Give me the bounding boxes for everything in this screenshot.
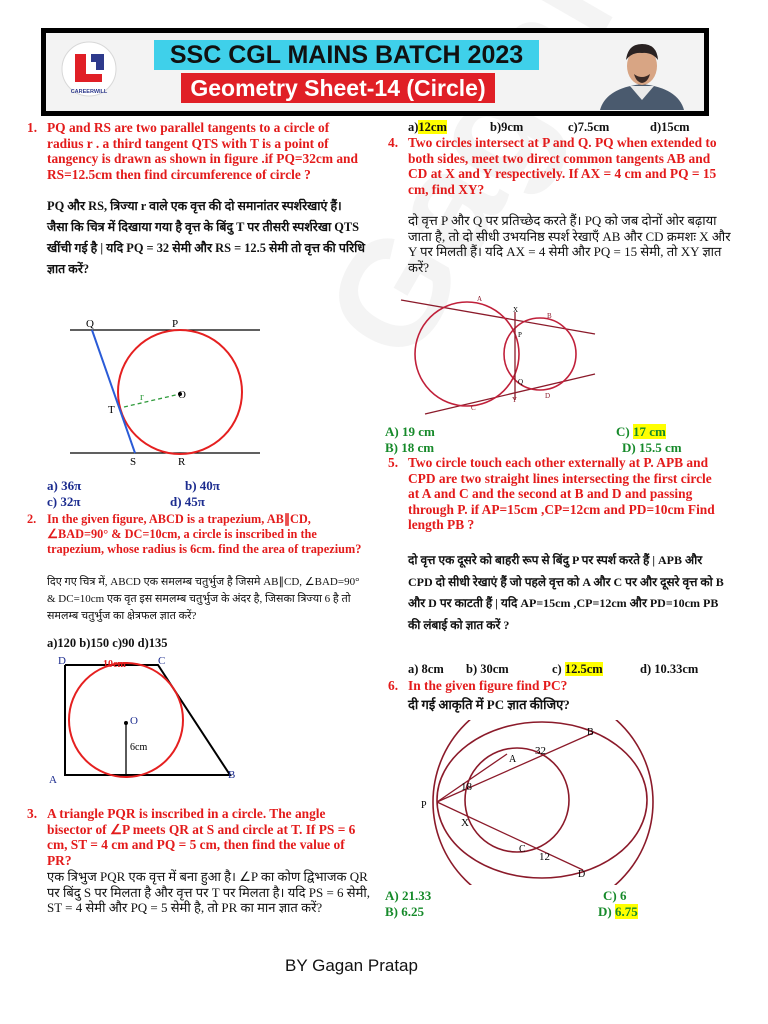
q4-option-d[interactable]: D) 15.5 cm (622, 440, 682, 455)
q6-label-18: 18 (461, 781, 472, 793)
q3-number: 3. (27, 806, 38, 821)
presenter-photo (586, 36, 698, 110)
q2-label-dc: 10cm (103, 659, 126, 670)
q4-answer-highlight: 17 cm (632, 424, 666, 439)
q5-text (388, 455, 724, 533)
q2-english: In the given figure, ABCD is a trapezium, AB∥CD, ∠BAD=90° & DC=10cm, a circle is inscribed in the trapezium, whose radius is 6cm. find the area of trapezium? (47, 512, 362, 556)
q6-option-c[interactable]: C) 6 (603, 888, 627, 903)
q5-hindi: दो वृत्त एक दूसरे को बाहरी रूप से बिंदु P पर स्पर्श करते हैं | APB और CPD दो सीधी रेखाएं हैं जो पहले वृत्त को A और C पर और दूसरे वृत्त को B और D पर काटती हैं | यदि AP=15cm ,CP=12cm और PD=10cm PB की लंबाई को ज्ञात करें ? (408, 553, 724, 632)
q1-label-s: S (130, 456, 137, 465)
q3-english: A triangle PQR is inscribed in a circle. The angle bisector of ∠P meets QR at S and circle at T. If PS = 6 cm, ST = 4 cm and PQ = 5 cm, then find the value of PR? (47, 806, 356, 868)
q3-answer-highlight: 12cm (418, 120, 447, 134)
q1-label-o: O (178, 389, 186, 401)
q1-label-p: P (172, 318, 179, 330)
q5-number: 5. (388, 455, 399, 470)
q3-option-b[interactable]: b)9cm (490, 120, 524, 134)
q5-option-a[interactable]: a) 8cm (408, 662, 444, 676)
q3-hindi: एक त्रिभुज PQR एक वृत्त में बना हुआ है। ∠P का कोण द्विभाजक QR पर बिंदु S पर मिलता है और वृत्त पर T पर मिलता है। यदि PS = 6 सेमी, ST = 4 सेमी और PQ = 5 सेमी है, तो PR का मान ज्ञात करें? (47, 869, 370, 915)
q6-label-x: X (461, 817, 469, 829)
q4-label-a: A (477, 295, 483, 303)
q6-label-p: P (421, 800, 427, 811)
q2-options[interactable]: a)120 b)150 c)90 d)135 (47, 636, 168, 650)
q3-option-d[interactable]: d)15cm (650, 120, 690, 134)
careerwill-logo (58, 40, 120, 102)
q4-figure (395, 292, 607, 420)
q6-label-32: 32 (535, 745, 546, 757)
q1-label-r: R (178, 456, 186, 465)
footer-author: BY Gagan Pratap (285, 956, 418, 975)
q5-option-d[interactable]: d) 10.33cm (640, 662, 699, 676)
q2-figure (45, 652, 245, 787)
q6-option-d[interactable]: D) 6.75 (598, 904, 638, 919)
q6-label-12: 12 (539, 851, 550, 863)
q6-label-a: A (509, 754, 517, 765)
logo-text: CAREERWILL (70, 89, 108, 95)
q2-hindi: दिए गए चित्र में, ABCD एक समलम्ब चतुर्भुज है जिसमे AB∥CD, ∠BAD=90° & DC=10cm एक वृत इस समलम्ब चतुर्भुज के अंदर है, जिसका त्रिज्या 6 है तो समलम्ब चतुर्भुज का क्षेत्रफल ज्ञात करें? (47, 576, 360, 622)
q1-label-q: Q (86, 318, 94, 330)
q6-option-b[interactable]: B) 6.25 (385, 904, 424, 919)
q2-label-c: C (158, 655, 166, 667)
q1-option-b[interactable]: b) 40π (185, 478, 220, 493)
q6-label-c: C (519, 844, 526, 855)
q5-option-c[interactable]: c) 12.5cm (552, 662, 603, 676)
q4-option-a[interactable]: A) 19 cm (385, 424, 435, 439)
q1-number: 1. (27, 120, 38, 135)
q2-text (27, 512, 365, 556)
q4-label-q: Q (518, 378, 524, 386)
q4-label-d: D (545, 392, 551, 400)
page-subtitle: Geometry Sheet-14 (Circle) (181, 73, 495, 103)
q3-text (27, 806, 365, 868)
q1-english: PQ and RS are two parallel tangents to a circle of radius r . a third tangent QTS with T is a point of tangency is drawn as shown in figure .if PQ=32cm and RS=12.5cm then find circumference of circle ? (47, 120, 358, 182)
q2-label-radius: 6cm (130, 742, 148, 753)
q1-option-c[interactable]: c) 32π (47, 494, 81, 509)
q6-option-a[interactable]: A) 21.33 (385, 888, 432, 903)
q5-answer-highlight: 12.5cm (564, 662, 603, 676)
q4-label-c: C (471, 404, 476, 412)
q4-label-b: B (547, 312, 552, 320)
q2-label-a: A (49, 774, 57, 786)
q1-label-t: T (108, 404, 115, 416)
q2-number: 2. (27, 512, 37, 526)
q6-number: 6. (388, 678, 399, 693)
q4-number: 4. (388, 135, 399, 150)
q6-label-b: B (587, 727, 594, 738)
q6-figure (415, 720, 655, 885)
q3-option-c[interactable]: c)7.5cm (568, 120, 610, 134)
q1-figure (60, 315, 270, 465)
q4-label-y: Y (512, 396, 518, 404)
q1-label-r-radius: r (140, 391, 144, 403)
q4-hindi: दो वृत्त P और Q पर प्रतिच्छेद करते हैं। PQ को जब दोनों ओर बढ़ाया जाता है, तो दो सीधी उभयनिष्ठ स्पर्श रेखाएँ AB और CD क्रमशः X और Y पर मिलती हैं। यदि AX = 4 सेमी और PQ = 15 सेमी, तो XY ज्ञात करें? (408, 213, 731, 275)
q4-label-p: P (518, 331, 522, 339)
q4-text (388, 135, 726, 197)
q4-english: Two circles intersect at P and Q. PQ when extended to both sides, meet two direct common tangents AB and CD at X and Y respectively. If AX = 4 cm and PQ = 15 cm, find XY? (408, 135, 717, 197)
q4-label-x: X (513, 306, 519, 314)
q4-option-b[interactable]: B) 18 cm (385, 440, 435, 455)
q1-option-a[interactable]: a) 36π (47, 478, 82, 493)
q5-option-b[interactable]: b) 30cm (466, 662, 509, 676)
q6-answer-highlight: 6.75 (614, 904, 638, 919)
q1-option-d[interactable]: d) 45π (170, 494, 205, 509)
q6-label-d: D (578, 869, 586, 880)
q2-label-b: B (228, 769, 236, 781)
q3-option-a[interactable]: a)12cm (408, 120, 447, 134)
q6-hindi: दी गई आकृति में PC ज्ञात कीजिए? (408, 697, 570, 712)
page-title: SSC CGL MAINS BATCH 2023 (154, 40, 539, 70)
q2-label-d: D (58, 655, 66, 667)
q1-text (27, 120, 365, 182)
q2-label-o: O (130, 715, 138, 727)
q6-text (388, 678, 724, 694)
q4-option-c[interactable]: C) 17 cm (616, 424, 666, 439)
q5-english: Two circle touch each other externally at P. APB and CPD are two straight lines intersecting the first circle at A and C and the second at B and D and passing through P. if AP=15cm ,CP=12cm and PD=10cm Find length PB ? (408, 455, 715, 533)
q1-hindi: PQ और RS, त्रिज्या r वाले एक वृत्त की दो समानांतर स्पर्शरेखाएं हैं। जैसा कि चित्र में दिखाया गया है वृत्त के बिंदु T पर तीसरी स्पर्शरेखा QTS खींची गई है | यदि PQ = 32 सेमी और RS = 12.5 सेमी तो वृत्त की परिधि ज्ञात करें? (47, 199, 365, 276)
q6-english: In the given figure find PC? (408, 678, 568, 693)
